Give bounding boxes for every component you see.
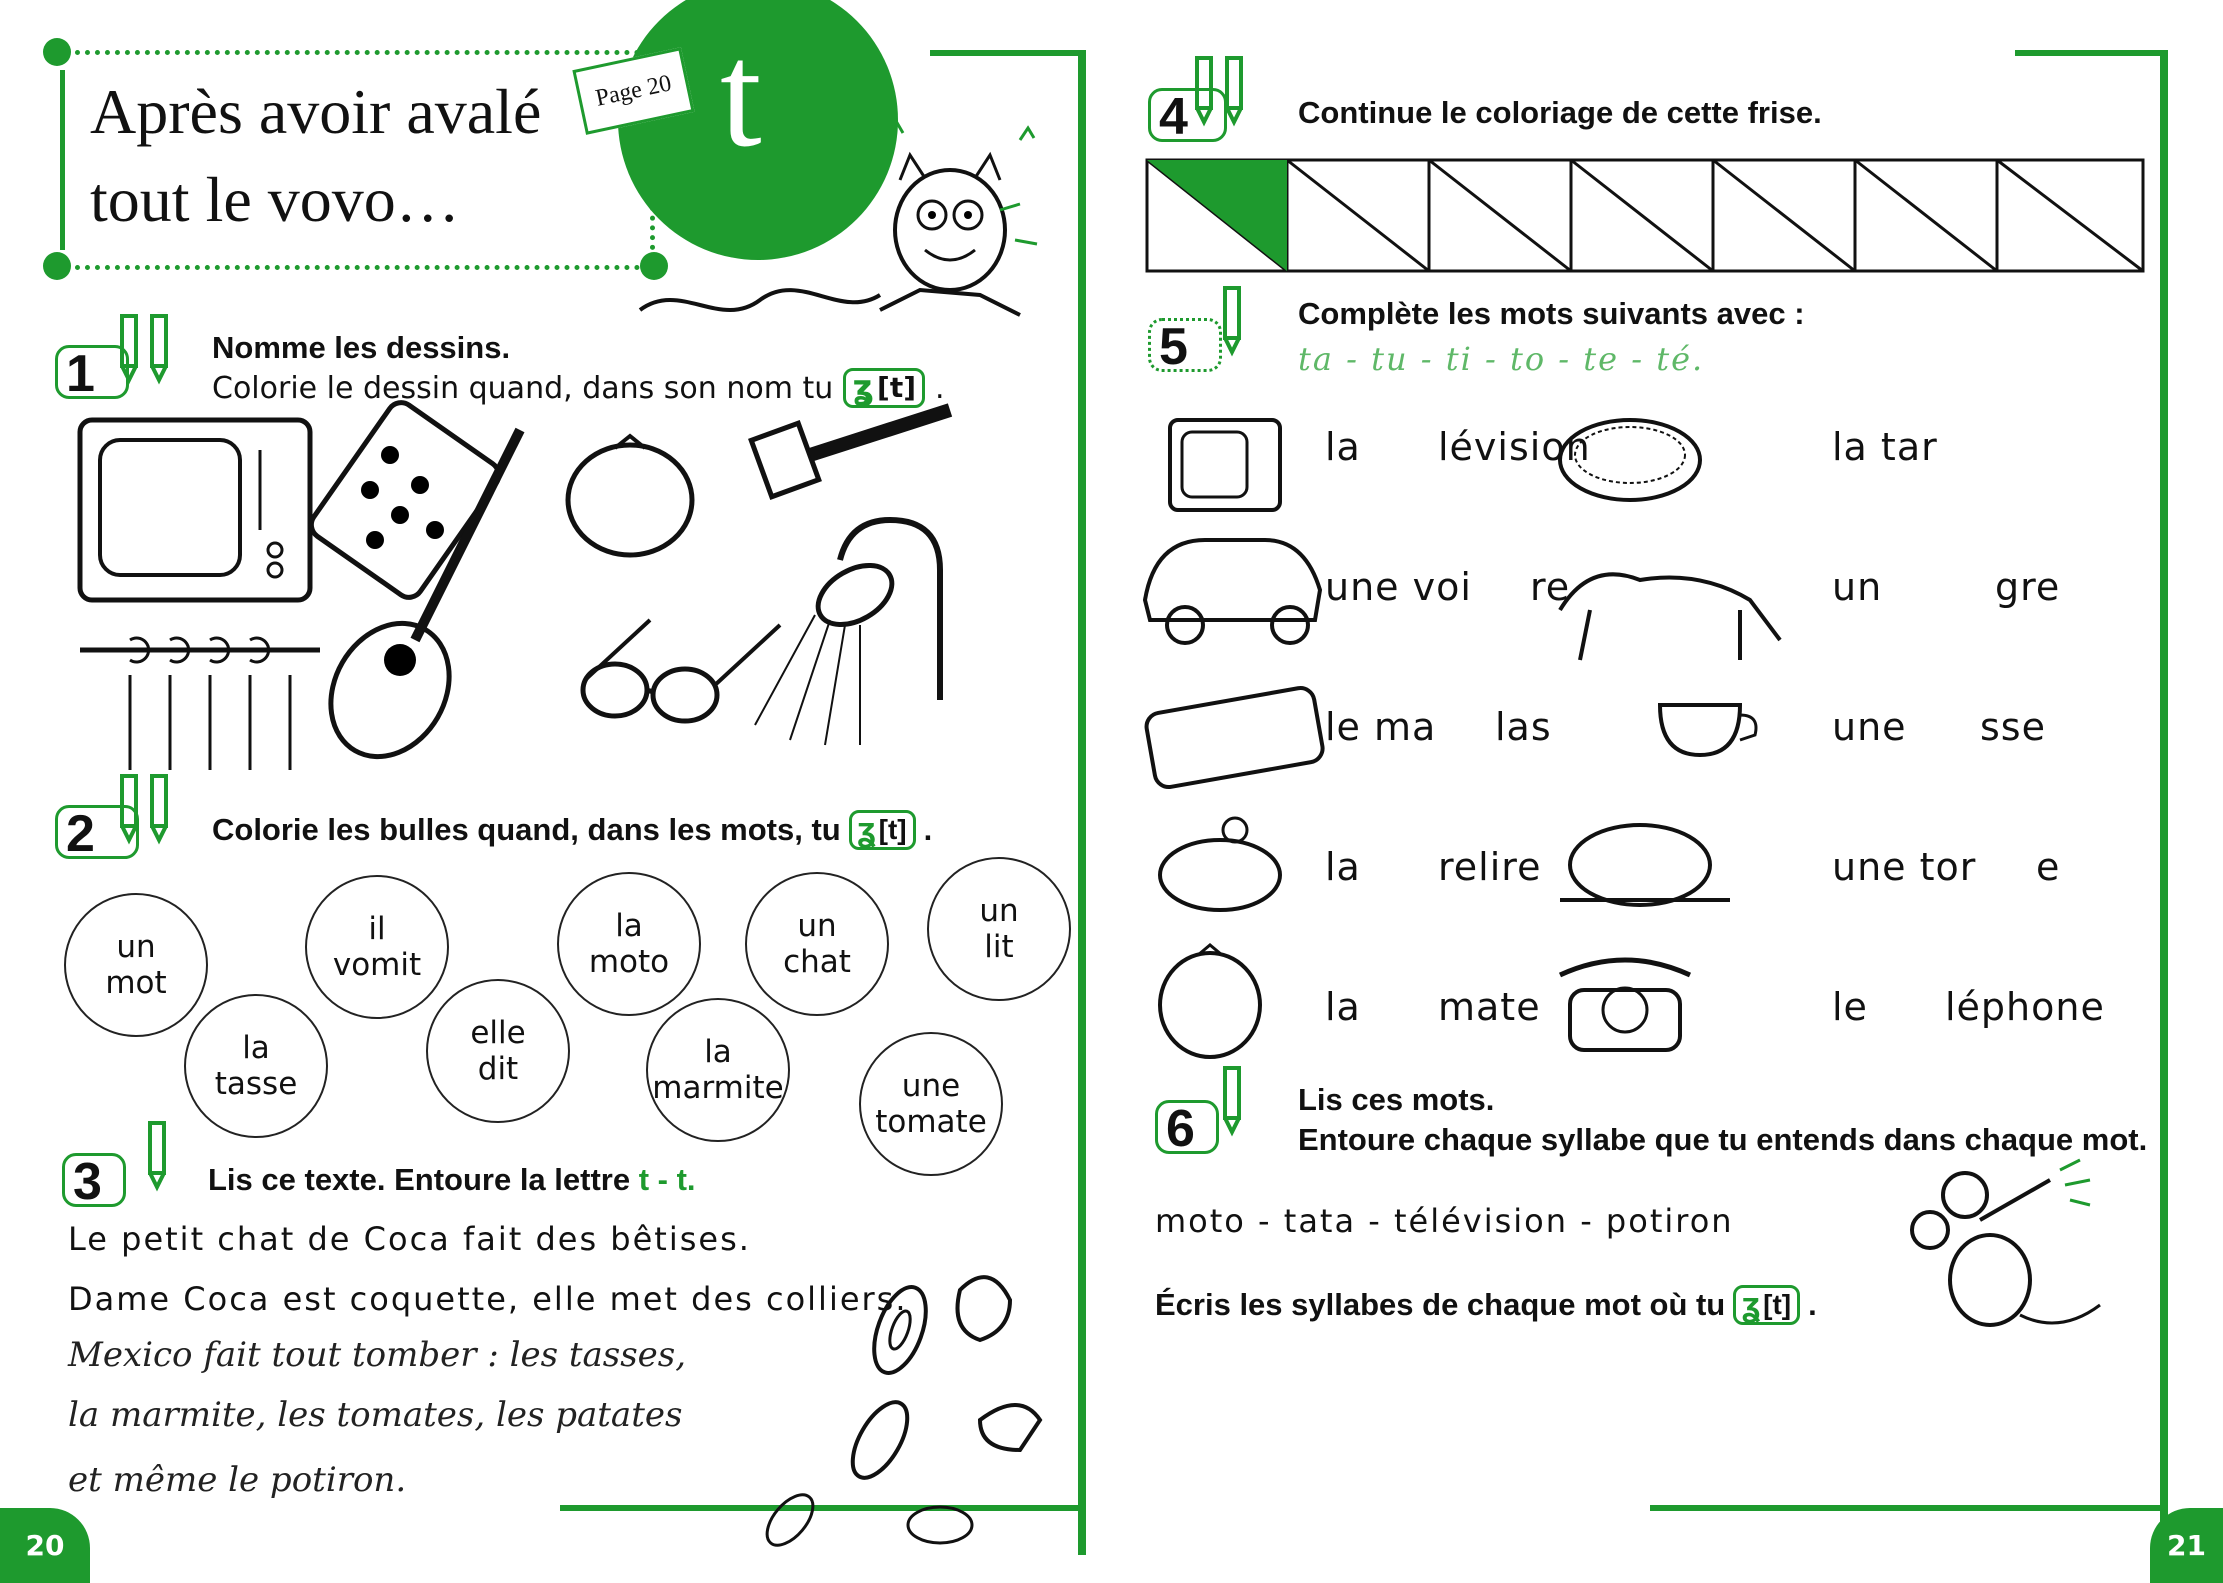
bubble[interactable]: il vomit	[305, 875, 449, 1019]
ex6-write	[1155, 1285, 1817, 1325]
piggy-bank-icon	[1160, 818, 1280, 910]
pencil-icon	[110, 308, 190, 392]
ex5-syllables: ta - tu - ti - to - te - té.	[1298, 340, 1705, 378]
telephone-icon	[1560, 960, 1690, 1050]
phoneme-label: [t]	[877, 371, 917, 404]
ex2-number: 2	[55, 805, 139, 859]
pencil-icon	[130, 1115, 190, 1199]
bubble[interactable]: la marmite	[646, 998, 790, 1142]
domino-icon	[306, 400, 504, 603]
bubble[interactable]: un mot	[64, 893, 208, 1037]
ex5-left-b: lévision	[1438, 425, 1591, 469]
tv-icon	[80, 420, 310, 600]
ex5-right-a: une	[1832, 705, 1907, 749]
ear-icon: ʓ	[1742, 1286, 1761, 1324]
ex5-left-b: las	[1495, 705, 1552, 749]
ex5-left-b: mate	[1438, 985, 1541, 1029]
ex1-number: 1	[55, 345, 129, 399]
pencil-icon	[110, 768, 190, 852]
ex3-number: 3	[62, 1153, 126, 1207]
drawings-area	[70, 400, 980, 780]
ex5-left-a: le ma	[1325, 705, 1437, 749]
page-number-badge	[0, 1508, 90, 1583]
page-number: 21	[2167, 1529, 2206, 1562]
big-letter: t	[720, 12, 762, 178]
page-title-line1: Après avoir avalé	[90, 76, 542, 147]
mouse-illustration	[1910, 1150, 2130, 1350]
car-icon	[1145, 540, 1320, 643]
ex3-script2: la marmite, les tomates, les patates	[68, 1395, 683, 1435]
bubble[interactable]: une tomate	[859, 1032, 1003, 1176]
tortoise-icon	[1560, 825, 1730, 905]
page-number-badge	[2150, 1508, 2223, 1583]
ex5-right-a: le	[1832, 985, 1868, 1029]
bubble[interactable]: la tasse	[184, 994, 328, 1138]
ex1-title: Nomme les dessins.	[212, 330, 511, 365]
page-number: 20	[25, 1529, 65, 1562]
ex5-right-a: un	[1832, 565, 1883, 609]
ex4-number: 4	[1148, 88, 1227, 142]
ex6-words: moto - tata - télévision - potiron	[1155, 1202, 1734, 1240]
ex5-illustrations	[1140, 400, 1840, 1080]
ex3-script1: Mexico fait tout tomber : les tasses,	[68, 1335, 687, 1375]
ear-icon: ʓ	[857, 811, 876, 849]
phoneme-badge	[849, 810, 916, 850]
ex5-right-b: gre	[1995, 565, 2061, 609]
cat-illustration	[620, 100, 1060, 340]
ex5-right-a: une tor	[1832, 845, 1977, 889]
mattress-icon	[1144, 686, 1324, 789]
tomato-icon	[1160, 945, 1260, 1057]
page-title-line2: tout le vovo…	[90, 164, 460, 235]
ex5-left-a: la	[1325, 425, 1361, 469]
pencil-icon	[1205, 280, 1265, 364]
hammer-icon	[751, 410, 950, 497]
bubble[interactable]: elle dit	[426, 979, 570, 1123]
page-tag-label: Page 20	[593, 69, 674, 112]
ex5-number: 5	[1148, 318, 1222, 372]
ex1-text-label: Colorie le dessin quand, dans son nom tu	[212, 370, 834, 406]
ex6-number: 6	[1155, 1100, 1219, 1154]
ex5-right-a: la tar	[1832, 425, 1938, 469]
ex5-left-b: re	[1530, 565, 1571, 609]
ex2-text	[212, 810, 932, 850]
phoneme-label: [t]	[878, 814, 907, 845]
ex2-text-label: Colorie les bulles quand, dans les mots, tu	[212, 812, 841, 847]
bubble[interactable]: la moto	[557, 872, 701, 1016]
bubble[interactable]: un lit	[927, 857, 1071, 1001]
bubble[interactable]: un chat	[745, 872, 889, 1016]
tiger-icon	[1560, 574, 1780, 660]
pencil-icon	[1185, 50, 1265, 134]
shower-icon	[755, 520, 940, 745]
ex5-left-a: une voi	[1325, 565, 1472, 609]
ex5-right-b: léphone	[1945, 985, 2105, 1029]
ex6-write-label: Écris les syllabes de chaque mot où tu	[1155, 1287, 1726, 1322]
ex1-end: .	[935, 370, 945, 406]
ex5-right-b: e	[2036, 845, 2061, 889]
ex2-end: .	[923, 812, 933, 847]
ex3-title-label: Lis ce texte. Entoure la lettre	[208, 1162, 631, 1197]
ex3-letters: t - t.	[638, 1162, 696, 1197]
phoneme-badge	[1733, 1285, 1800, 1325]
cup-icon	[1660, 705, 1756, 755]
ex5-left-a: la	[1325, 845, 1361, 889]
tomato-icon	[568, 436, 692, 555]
ex3-line1: Le petit chat de Coca fait des bêtises.	[68, 1220, 751, 1258]
ex5-left-a: la	[1325, 985, 1361, 1029]
ex5-left-b: relire	[1438, 845, 1542, 889]
ex6-line1: Lis ces mots.	[1298, 1082, 1495, 1117]
ex4-title: Continue le coloriage de cette frise.	[1298, 95, 1822, 130]
ex5-right-b: sse	[1980, 705, 2046, 749]
ex6-line2: Entoure chaque syllabe que tu entends dans chaque mot.	[1298, 1122, 2148, 1157]
glasses-icon	[583, 620, 780, 721]
tv-icon	[1170, 420, 1280, 510]
ear-icon: ʓ	[852, 368, 875, 408]
phoneme-label: [t]	[1763, 1289, 1792, 1320]
frieze[interactable]	[1145, 158, 2145, 277]
scattered-objects	[740, 1140, 1070, 1560]
ex3-script3: et même le potiron.	[68, 1460, 407, 1500]
ex3-title	[208, 1162, 696, 1198]
curtain-icon	[80, 638, 320, 770]
ex6-end: .	[1808, 1287, 1817, 1322]
ex5-title: Complète les mots suivants avec :	[1298, 296, 1805, 331]
left-page-border	[1078, 50, 1086, 1555]
ex3-line2: Dame Coca est coquette, elle met des colliers.	[68, 1280, 908, 1318]
pencil-icon	[1205, 1060, 1265, 1144]
right-page-border	[2160, 50, 2168, 1555]
